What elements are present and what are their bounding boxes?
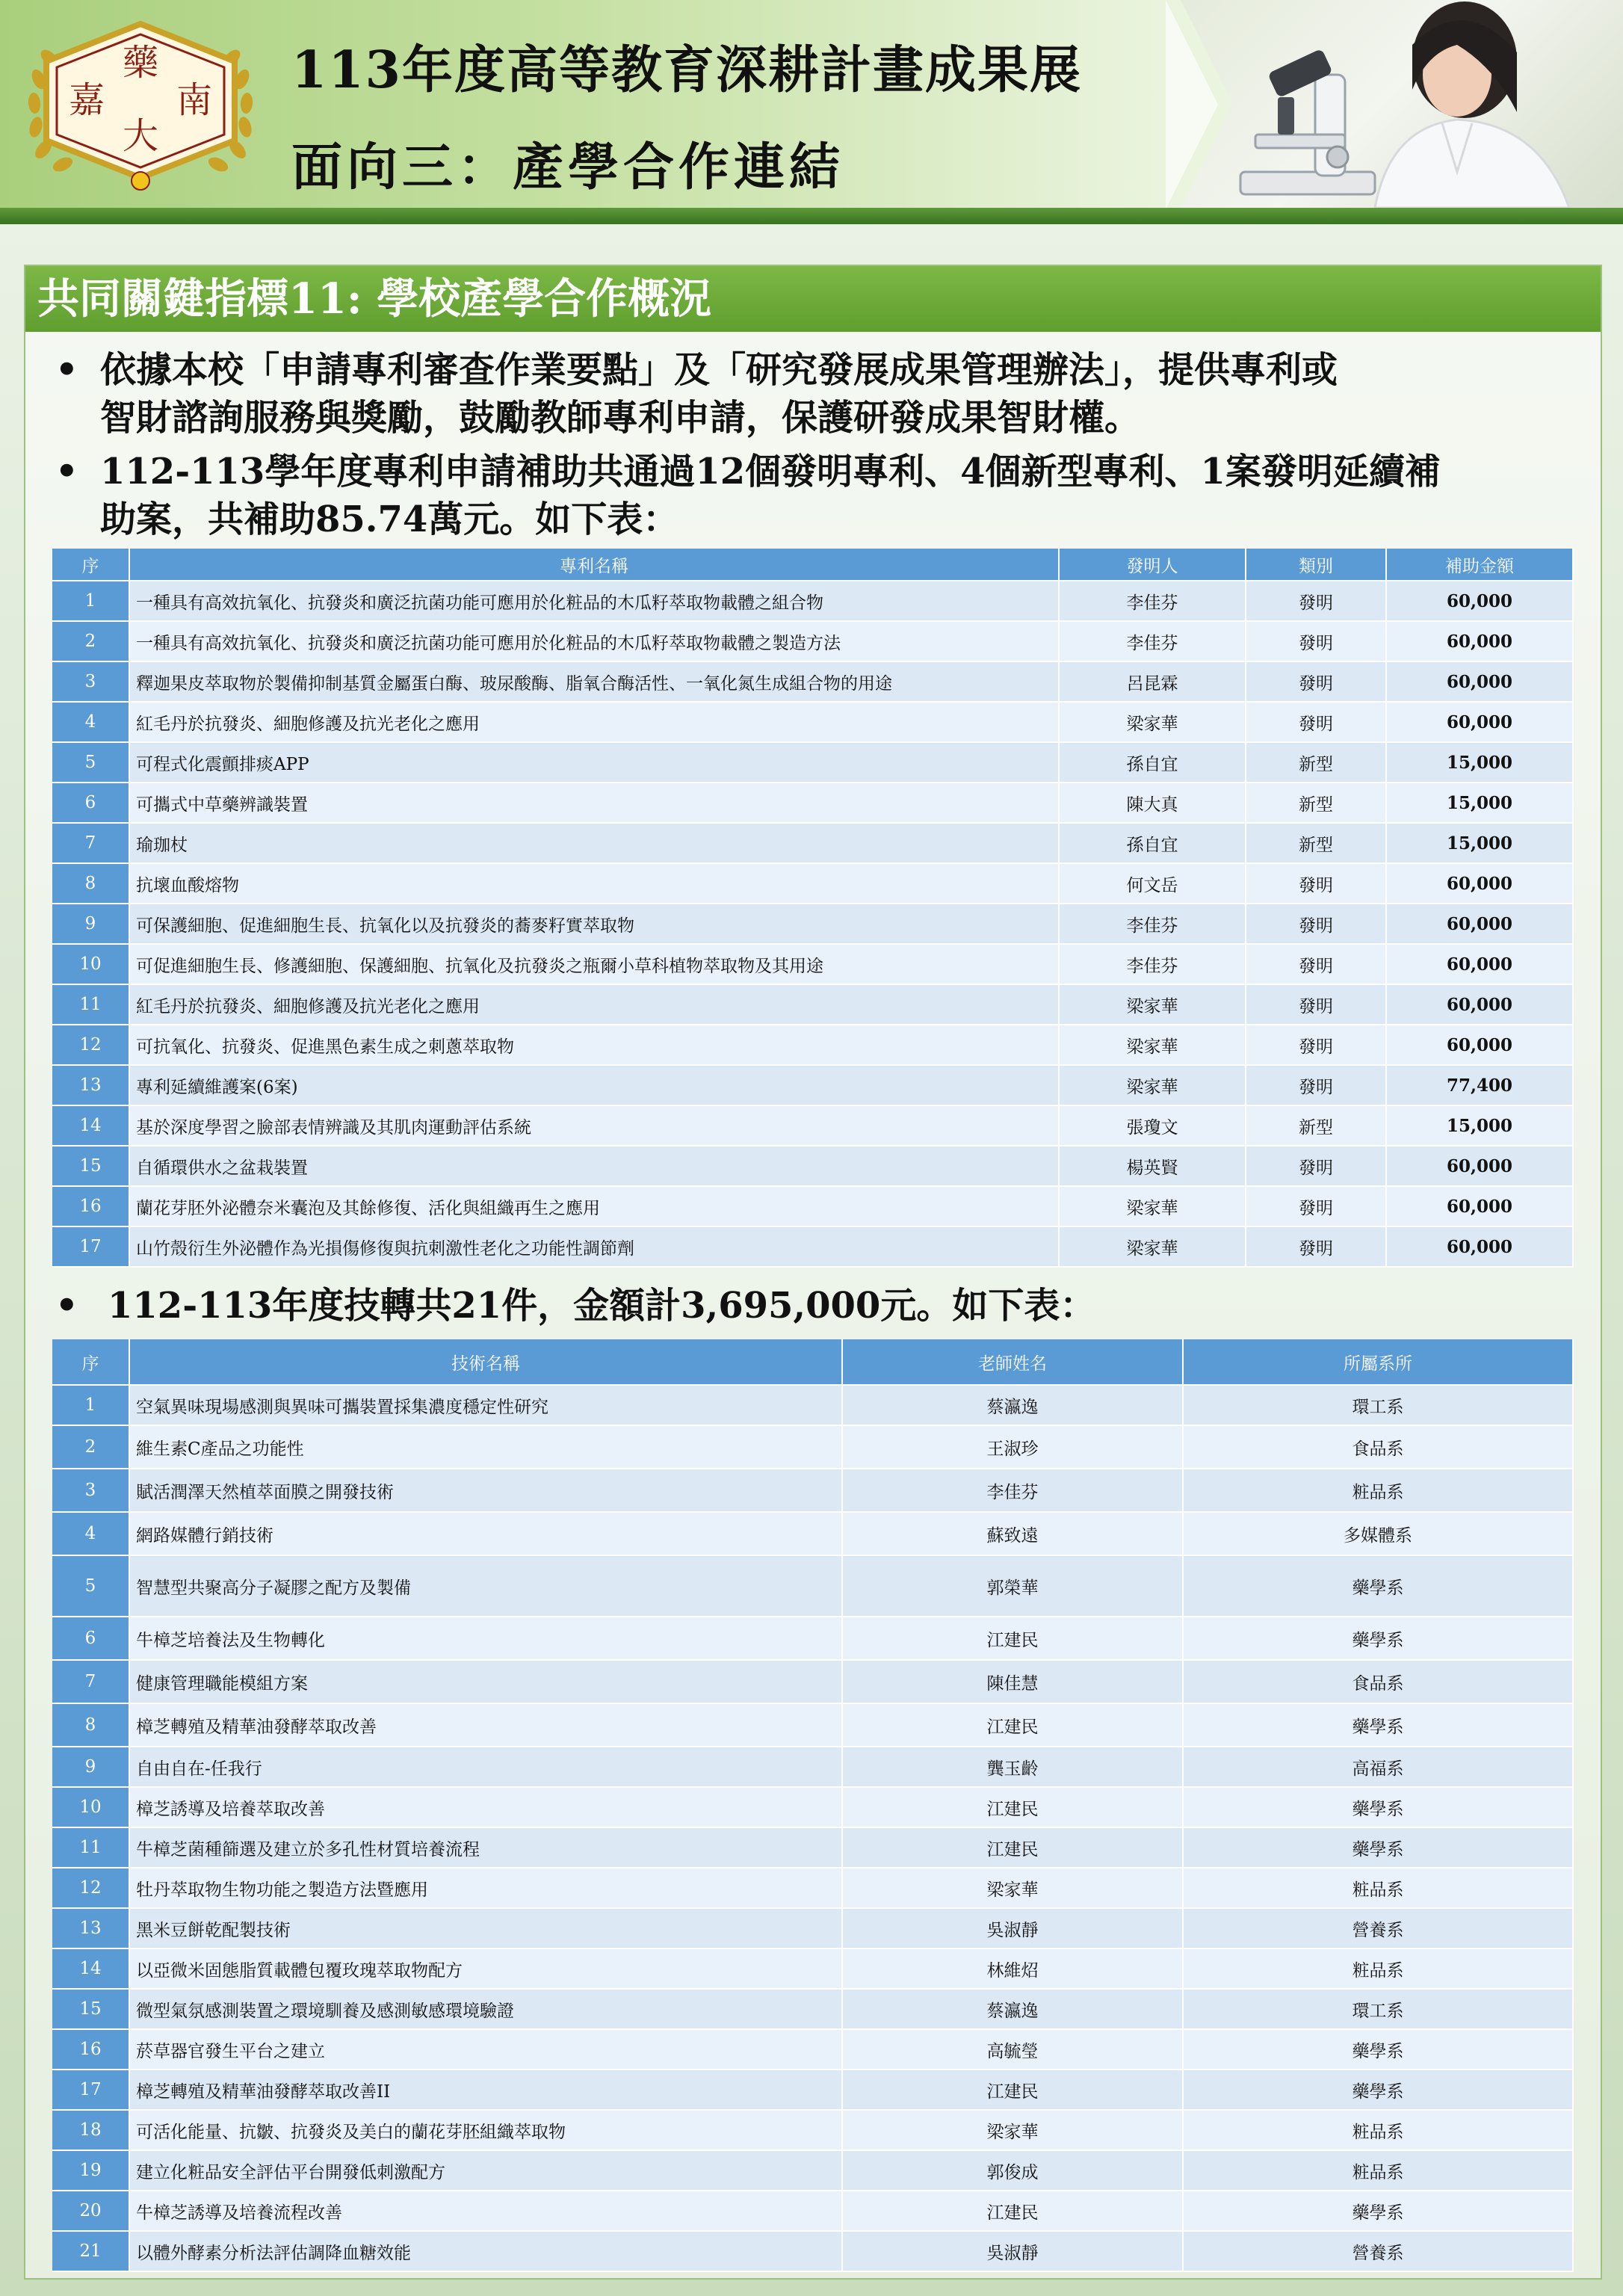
table-cell: 梁家華 <box>1060 1066 1246 1106</box>
table-cell: 李佳芬 <box>1060 904 1246 945</box>
table-cell: 15,000 <box>1387 783 1574 824</box>
table-cell: 粧品系 <box>1184 1868 1574 1909</box>
bullet-line: 112-113年度技轉共21件，金額計3,695,000元。如下表： <box>108 1285 1096 1327</box>
table-row <box>52 1909 1574 1949</box>
table-cell: 11 <box>52 1828 130 1868</box>
table-cell: 發明 <box>1246 703 1387 743</box>
column-header: 技術名稱 <box>130 1339 843 1386</box>
table-cell: 1 <box>52 581 130 622</box>
column-header: 序 <box>52 549 130 581</box>
column-header: 老師姓名 <box>843 1339 1184 1386</box>
bullet-line: 助案，共補助85.74萬元。如下表： <box>100 499 679 540</box>
table-cell: 77,400 <box>1387 1066 1574 1106</box>
table-cell: 呂昆霖 <box>1060 662 1246 703</box>
table-cell: 樟芝轉殖及精華油發酵萃取改善 <box>130 1704 843 1747</box>
table-row <box>52 904 1574 945</box>
table-cell: 13 <box>52 1909 130 1949</box>
table-row <box>52 1747 1574 1788</box>
header-divider <box>0 208 1623 224</box>
table-cell: 牡丹萃取物生物功能之製造方法暨應用 <box>130 1868 843 1909</box>
university-logo <box>13 15 268 194</box>
table-cell: 賦活潤澤天然植萃面膜之開發技術 <box>130 1469 843 1513</box>
table-cell: 江建民 <box>843 2191 1184 2232</box>
table-cell: 60,000 <box>1387 1147 1574 1187</box>
table-cell: 6 <box>52 1617 130 1661</box>
table-cell: 牛樟芝培養法及生物轉化 <box>130 1617 843 1661</box>
table-cell: 4 <box>52 703 130 743</box>
table-cell: 李佳芬 <box>1060 581 1246 622</box>
table-cell: 梁家華 <box>1060 985 1246 1025</box>
logo-char-left: 嘉 <box>68 79 105 121</box>
table-cell: 藥學系 <box>1184 1704 1574 1747</box>
table-cell: 陳佳慧 <box>843 1661 1184 1704</box>
table-cell: 李佳芬 <box>843 1469 1184 1513</box>
table-cell: 60,000 <box>1387 662 1574 703</box>
table-cell: 發明 <box>1246 581 1387 622</box>
table-cell: 15,000 <box>1387 743 1574 783</box>
table-cell: 以亞微米固態脂質載體包覆玫瑰萃取物配方 <box>130 1949 843 1990</box>
table-cell: 60,000 <box>1387 703 1574 743</box>
table-cell: 蔡瀛逸 <box>843 1386 1184 1426</box>
table-cell: 江建民 <box>843 1828 1184 1868</box>
table-cell: 60,000 <box>1387 864 1574 904</box>
table-cell: 牛樟芝誘導及培養流程改善 <box>130 2191 843 2232</box>
table-row <box>52 2191 1574 2232</box>
table-cell: 60,000 <box>1387 622 1574 662</box>
table-row <box>52 1828 1574 1868</box>
table-cell: 環工系 <box>1184 1386 1574 1426</box>
table-row <box>52 2070 1574 2111</box>
logo-char-top: 藥 <box>122 42 159 84</box>
table-cell: 發明 <box>1246 1187 1387 1227</box>
table-cell: 營養系 <box>1184 2232 1574 2272</box>
table-cell: 粧品系 <box>1184 1469 1574 1513</box>
table-cell: 14 <box>52 1949 130 1990</box>
table-cell: 蘇致遠 <box>843 1513 1184 1556</box>
table-cell: 建立化粧品安全評估平台開發低刺激配方 <box>130 2151 843 2191</box>
table-cell: 江建民 <box>843 1617 1184 1661</box>
table-row <box>52 1704 1574 1747</box>
table-cell: 李佳芬 <box>1060 945 1246 985</box>
table-cell: 可保護細胞、促進細胞生長、抗氧化以及抗發炎的蕎麥籽實萃取物 <box>130 904 1060 945</box>
table-cell: 梁家華 <box>1060 703 1246 743</box>
table-cell: 9 <box>52 904 130 945</box>
table-cell: 5 <box>52 1556 130 1617</box>
table-cell: 一種具有高效抗氧化、抗發炎和廣泛抗菌功能可應用於化粧品的木瓜籽萃取物載體之組合物 <box>130 581 1060 622</box>
table-cell: 基於深度學習之臉部表情辨識及其肌肉運動評估系統 <box>130 1106 1060 1147</box>
table-cell: 9 <box>52 1747 130 1788</box>
table-cell: 13 <box>52 1066 130 1106</box>
table-cell: 17 <box>52 1227 130 1268</box>
table-cell: 粧品系 <box>1184 2111 1574 2151</box>
table-cell: 5 <box>52 743 130 783</box>
table-row <box>52 2030 1574 2070</box>
table-row <box>52 581 1574 622</box>
bullet-line: 依據本校「申請專利審查作業要點」及「研究發展成果管理辦法」，提供專利或 <box>100 349 1338 391</box>
table-cell: 60,000 <box>1387 985 1574 1025</box>
table-cell: 張瓊文 <box>1060 1106 1246 1147</box>
table-cell: 空氣異味現場感測與異味可攜裝置採集濃度穩定性研究 <box>130 1386 843 1426</box>
table-row <box>52 1868 1574 1909</box>
table-cell: 7 <box>52 824 130 864</box>
table-cell: 智慧型共聚高分子凝膠之配方及製備 <box>130 1556 843 1617</box>
table-cell: 12 <box>52 1025 130 1066</box>
table-row <box>52 622 1574 662</box>
table-cell: 發明 <box>1246 622 1387 662</box>
table-cell: 可程式化震顫排痰APP <box>130 743 1060 783</box>
table-cell: 可攜式中草藥辨識裝置 <box>130 783 1060 824</box>
table-row <box>52 1513 1574 1556</box>
table-row <box>52 703 1574 743</box>
table-cell: 19 <box>52 2151 130 2191</box>
table-cell: 8 <box>52 864 130 904</box>
table-cell: 17 <box>52 2070 130 2111</box>
table-cell: 發明 <box>1246 1066 1387 1106</box>
table-row <box>52 1426 1574 1469</box>
table-row <box>52 824 1574 864</box>
table-cell: 林維炤 <box>843 1949 1184 1990</box>
table-cell: 3 <box>52 1469 130 1513</box>
table-cell: 營養系 <box>1184 1909 1574 1949</box>
logo-char-right: 南 <box>176 79 213 121</box>
table-cell: 粧品系 <box>1184 2151 1574 2191</box>
table-cell: 可抗氧化、抗發炎、促進黑色素生成之刺蔥萃取物 <box>130 1025 1060 1066</box>
table-cell: 江建民 <box>843 2070 1184 2111</box>
table-cell: 吳淑靜 <box>843 1909 1184 1949</box>
table-cell: 山竹殼衍生外泌體作為光損傷修復與抗刺激性老化之功能性調節劑 <box>130 1227 1060 1268</box>
table-cell: 孫自宜 <box>1060 824 1246 864</box>
page-subtitle: 面向三：產學合作連結 <box>291 138 845 197</box>
table-cell: 2 <box>52 622 130 662</box>
table-row <box>52 2151 1574 2191</box>
table-cell: 可活化能量、抗皺、抗發炎及美白的蘭花芽胚組織萃取物 <box>130 2111 843 2151</box>
table-cell: 3 <box>52 662 130 703</box>
table-cell: 15 <box>52 1990 130 2030</box>
table-cell: 藥學系 <box>1184 1556 1574 1617</box>
table-cell: 16 <box>52 1187 130 1227</box>
table-row <box>52 1949 1574 1990</box>
table-cell: 楊英賢 <box>1060 1147 1246 1187</box>
table-cell: 4 <box>52 1513 130 1556</box>
table-cell: 新型 <box>1246 783 1387 824</box>
bullet-dot: • <box>55 349 78 391</box>
table-cell: 孫自宜 <box>1060 743 1246 783</box>
table-cell: 自由自在-任我行 <box>130 1747 843 1788</box>
table-cell: 60,000 <box>1387 1187 1574 1227</box>
table-cell: 藥學系 <box>1184 2191 1574 2232</box>
table-row <box>52 1147 1574 1187</box>
column-header: 補助金額 <box>1387 549 1574 581</box>
table-row <box>52 1187 1574 1227</box>
table-cell: 樟芝轉殖及精華油發酵萃取改善II <box>130 2070 843 2111</box>
content-panel <box>24 265 1602 2280</box>
table-cell: 郭榮華 <box>843 1556 1184 1617</box>
table-cell: 60,000 <box>1387 1227 1574 1268</box>
table-cell: 1 <box>52 1386 130 1426</box>
table-cell: 新型 <box>1246 824 1387 864</box>
bullet-line: 112-113學年度專利申請補助共通過12個發明專利、4個新型專利、1案發明延續補 <box>100 451 1441 493</box>
table-cell: 15,000 <box>1387 824 1574 864</box>
table-cell: 梁家華 <box>1060 1025 1246 1066</box>
table-cell: 梁家華 <box>1060 1227 1246 1268</box>
table-row <box>52 1469 1574 1513</box>
table-cell: 高毓瑩 <box>843 2030 1184 2070</box>
table-cell: 發明 <box>1246 662 1387 703</box>
table-row <box>52 1556 1574 1617</box>
bullet-line: 智財諮詢服務與獎勵，鼓勵教師專利申請，保護研發成果智財權。 <box>100 397 1141 439</box>
table-cell: 高福系 <box>1184 1747 1574 1788</box>
column-header: 發明人 <box>1060 549 1246 581</box>
table-row <box>52 662 1574 703</box>
bullet-dot: • <box>55 1285 78 1327</box>
table-cell: 環工系 <box>1184 1990 1574 2030</box>
table-cell: 健康管理職能模組方案 <box>130 1661 843 1704</box>
table-row <box>52 783 1574 824</box>
table-cell: 樟芝誘導及培養萃取改善 <box>130 1788 843 1828</box>
table-row <box>52 1066 1574 1106</box>
table-cell: 一種具有高效抗氧化、抗發炎和廣泛抗菌功能可應用於化粧品的木瓜籽萃取物載體之製造方法 <box>130 622 1060 662</box>
column-header: 序 <box>52 1339 130 1386</box>
table-header-row <box>52 549 1574 581</box>
table-cell: 陳大真 <box>1060 783 1246 824</box>
table-row <box>52 1106 1574 1147</box>
table-cell: 網路媒體行銷技術 <box>130 1513 843 1556</box>
table-cell: 王淑珍 <box>843 1426 1184 1469</box>
table-cell: 16 <box>52 2030 130 2070</box>
table-cell: 20 <box>52 2191 130 2232</box>
table-cell: 可促進細胞生長、修護細胞、保護細胞、抗氧化及抗發炎之瓶爾小草科植物萃取物及其用途 <box>130 945 1060 985</box>
table-cell: 藥學系 <box>1184 2070 1574 2111</box>
patent-table-body <box>52 581 1574 1268</box>
table-cell: 多媒體系 <box>1184 1513 1574 1556</box>
table-cell: 釋迦果皮萃取物於製備抑制基質金屬蛋白酶、玻尿酸酶、脂氧合酶活性、一氧化氮生成組合物的用途 <box>130 662 1060 703</box>
table-row <box>52 1661 1574 1704</box>
table-row <box>52 1025 1574 1066</box>
table-cell: 江建民 <box>843 1704 1184 1747</box>
table-cell: 牛樟芝菌種篩選及建立於多孔性材質培養流程 <box>130 1828 843 1868</box>
table-cell: 維生素C產品之功能性 <box>130 1426 843 1469</box>
table-cell: 粧品系 <box>1184 1949 1574 1990</box>
bullet-dot: • <box>55 451 78 493</box>
table-cell: 發明 <box>1246 904 1387 945</box>
table-cell: 紅毛丹於抗發炎、細胞修護及抗光老化之應用 <box>130 985 1060 1025</box>
table-row <box>52 1227 1574 1268</box>
page-title: 113年度高等教育深耕計畫成果展 <box>291 40 1082 100</box>
table-row <box>52 1386 1574 1426</box>
table-cell: 梁家華 <box>1060 1187 1246 1227</box>
table-cell: 吳淑靜 <box>843 2232 1184 2272</box>
table-cell: 蔡瀛逸 <box>843 1990 1184 2030</box>
table-cell: 15,000 <box>1387 1106 1574 1147</box>
table-cell: 2 <box>52 1426 130 1469</box>
logo-char-bottom: 大 <box>122 115 159 157</box>
table-cell: 60,000 <box>1387 1025 1574 1066</box>
column-header: 類別 <box>1246 549 1387 581</box>
table-cell: 60,000 <box>1387 904 1574 945</box>
table-row <box>52 743 1574 783</box>
table-cell: 12 <box>52 1868 130 1909</box>
table-cell: 10 <box>52 1788 130 1828</box>
table-cell: 發明 <box>1246 864 1387 904</box>
table-cell: 18 <box>52 2111 130 2151</box>
table-cell: 發明 <box>1246 1147 1387 1187</box>
table-cell: 瑜珈杖 <box>130 824 1060 864</box>
patent-table <box>52 549 1574 1268</box>
table-cell: 發明 <box>1246 985 1387 1025</box>
table-cell: 14 <box>52 1106 130 1147</box>
header-arrow <box>1166 0 1218 209</box>
table-cell: 紅毛丹於抗發炎、細胞修護及抗光老化之應用 <box>130 703 1060 743</box>
table-row <box>52 2111 1574 2151</box>
section-heading: 共同關鍵指標11: 學校產學合作概況 <box>25 266 1601 332</box>
table-cell: 郭俊成 <box>843 2151 1184 2191</box>
page-header <box>0 0 1623 224</box>
table-cell: 龔玉齡 <box>843 1747 1184 1788</box>
table-cell: 發明 <box>1246 1025 1387 1066</box>
table-cell: 藥學系 <box>1184 1617 1574 1661</box>
table-cell: 何文岳 <box>1060 864 1246 904</box>
table-cell: 梁家華 <box>843 2111 1184 2151</box>
table-cell: 6 <box>52 783 130 824</box>
table-cell: 60,000 <box>1387 945 1574 985</box>
table-cell: 60,000 <box>1387 581 1574 622</box>
scientist-figure <box>1345 0 1592 208</box>
table-row <box>52 1788 1574 1828</box>
table-cell: 21 <box>52 2232 130 2272</box>
table-header-row <box>52 1339 1574 1386</box>
table-row <box>52 1990 1574 2030</box>
table-cell: 菸草器官發生平台之建立 <box>130 2030 843 2070</box>
table-cell: 抗壞血酸熔物 <box>130 864 1060 904</box>
table-cell: 藥學系 <box>1184 1828 1574 1868</box>
table-cell: 發明 <box>1246 945 1387 985</box>
table-cell: 新型 <box>1246 1106 1387 1147</box>
table-cell: 黑米豆餅乾配製技術 <box>130 1909 843 1949</box>
table-row <box>52 864 1574 904</box>
table-cell: 蘭花芽胚外泌體奈米囊泡及其餘修復、活化與組織再生之應用 <box>130 1187 1060 1227</box>
table-cell: 江建民 <box>843 1788 1184 1828</box>
table-cell: 食品系 <box>1184 1661 1574 1704</box>
table-cell: 11 <box>52 985 130 1025</box>
table-cell: 7 <box>52 1661 130 1704</box>
table-cell: 專利延續維護案(6案) <box>130 1066 1060 1106</box>
table-cell: 藥學系 <box>1184 2030 1574 2070</box>
table-cell: 李佳芬 <box>1060 622 1246 662</box>
table-cell: 藥學系 <box>1184 1788 1574 1828</box>
tech-transfer-table <box>52 1339 1574 2272</box>
table-cell: 新型 <box>1246 743 1387 783</box>
table-cell: 15 <box>52 1147 130 1187</box>
table-cell: 8 <box>52 1704 130 1747</box>
tech-transfer-table-body <box>52 1386 1574 2272</box>
table-cell: 以體外酵素分析法評估調降血糖效能 <box>130 2232 843 2272</box>
table-cell: 梁家華 <box>843 1868 1184 1909</box>
column-header: 專利名稱 <box>130 549 1060 581</box>
table-row <box>52 1617 1574 1661</box>
table-cell: 10 <box>52 945 130 985</box>
table-cell: 發明 <box>1246 1227 1387 1268</box>
table-cell: 食品系 <box>1184 1426 1574 1469</box>
table-cell: 自循環供水之盆栽裝置 <box>130 1147 1060 1187</box>
table-row <box>52 985 1574 1025</box>
column-header: 所屬系所 <box>1184 1339 1574 1386</box>
table-cell: 微型氣氛感測裝置之環境馴養及感測敏感環境驗證 <box>130 1990 843 2030</box>
table-row <box>52 945 1574 985</box>
table-row <box>52 2232 1574 2272</box>
